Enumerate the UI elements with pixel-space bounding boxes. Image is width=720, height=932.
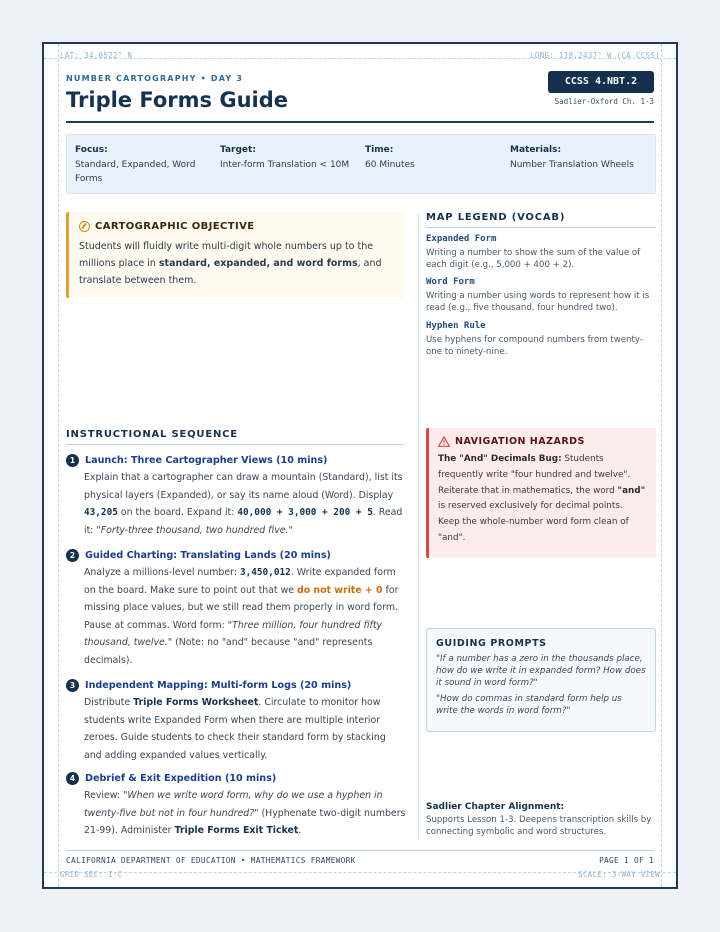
sequence-step: [66, 454, 406, 539]
step-body: [84, 564, 406, 669]
sequence-step: [66, 772, 406, 840]
prompts-heading: GUIDING PROMPTS: [436, 638, 547, 649]
footer-left: CALIFORNIA DEPARTMENT OF EDUCATION • MATHEMATICS FRAMEWORK: [66, 856, 356, 865]
step-text: (Hyphenate two-digit numbers 21-99). Administer: [84, 807, 406, 836]
step-text: for missing place values, but we still read them properly in word form. Pause at commas. Word form:: [84, 584, 399, 631]
info-value: Inter-form Translation < 10M: [220, 160, 350, 170]
step-title: Launch: Three Cartographer Views (10 mins): [85, 455, 328, 466]
hazard-heading: [438, 436, 647, 447]
page-title: Triple Forms Guide: [66, 88, 288, 112]
hazard-keyword: "and": [617, 485, 646, 496]
hazard-text-a: Students frequently write "four hundred and twelve". Reiterate that in mathematics, the word: [438, 454, 631, 496]
info-label: Target:: [220, 145, 256, 155]
info-value: Number Translation Wheels: [510, 160, 634, 170]
step-resource: Triple Forms Worksheet: [133, 697, 259, 708]
step-text: .: [298, 825, 302, 836]
prompt-item: "How do commas in standard form help us write the words in word form?": [436, 694, 622, 716]
alignment-heading: Sadlier Chapter Alignment:: [426, 802, 565, 812]
hazard-heading-text: NAVIGATION HAZARDS: [455, 436, 585, 447]
column-divider: [418, 214, 419, 839]
step-expansion: 40,000 + 3,000 + 200 + 5: [237, 507, 373, 518]
step-text: Distribute: [84, 697, 134, 708]
compass-icon: [79, 221, 90, 232]
kicker: NUMBER CARTOGRAPHY • DAY 3: [66, 74, 244, 83]
hazard-title: The "And" Decimals Bug:: [438, 454, 562, 464]
step-number: 3: [66, 679, 79, 692]
info-label: Time:: [365, 145, 394, 155]
alignment-text: Supports Lesson 1-3. Deepens transcription skills by connecting symbolic and word structures.: [426, 815, 652, 837]
grid-line: [58, 44, 59, 887]
page-number: PAGE 1 OF 1: [599, 856, 654, 865]
info-focus: [75, 143, 215, 186]
vocab-item: [426, 234, 656, 271]
title-divider: [66, 121, 654, 123]
vocab-definition: Writing a number to show the sum of the value of each digit (e.g., 5,000 + 400 + 2).: [426, 248, 641, 270]
step-warning: do not write + 0: [297, 584, 383, 596]
vocab-term: Word Form: [426, 277, 475, 287]
objective-callout: [66, 212, 404, 298]
step-resource: Triple Forms Exit Ticket: [174, 825, 299, 836]
step-number-value: 3,450,012: [239, 567, 291, 578]
step-text: (Note: no "and" because "and" represents decimals).: [84, 637, 373, 666]
sequence-step: [66, 679, 406, 764]
objective-heading: [79, 221, 394, 232]
grid-section: GRID SEC: I-C: [60, 870, 123, 879]
footer-divider: [66, 850, 654, 851]
vocab-term: Expanded Form: [426, 234, 497, 244]
step-heading: [66, 772, 406, 785]
hazard-text-b: is reserved exclusively for decimal points. Keep the whole-number word form clean of "and".: [438, 501, 629, 543]
step-text: . Read it:: [84, 507, 403, 536]
scale-label: SCALE: 3-WAY VIEW: [578, 870, 660, 879]
step-text: on the board. Expand it:: [117, 507, 238, 518]
step-number: 2: [66, 549, 79, 562]
chapter-alignment: [426, 802, 658, 838]
info-time: [365, 143, 505, 172]
vocab-definition: Use hyphens for compound numbers from twenty-one to ninety-nine.: [426, 335, 643, 357]
vocab-item: [426, 277, 656, 314]
objective-heading-text: CARTOGRAPHIC OBJECTIVE: [95, 221, 255, 232]
sequence-step: [66, 549, 406, 669]
source-label: Sadlier-Oxford Ch. 1-3: [554, 97, 654, 106]
step-quote: "When we write word form, why do we use a hyphen in twenty-five but not in four hundred?": [84, 790, 383, 819]
prompt-item: "If a number has a zero in the thousands place, how do we write it in expanded form? How does it sound in word form?": [436, 654, 646, 688]
lat-coordinate: LAT: 34.0522° N: [60, 51, 133, 60]
long-coordinate: LONG: 118.2437° W (CA CCSS): [529, 51, 660, 60]
lesson-info-box: [66, 134, 656, 194]
step-text: Analyze a millions-level number:: [84, 567, 240, 578]
step-text: . Write expanded form on the board. Make sure to point out that we: [84, 567, 396, 596]
lesson-sheet: [42, 42, 678, 889]
objective-text: [79, 238, 394, 289]
objective-text-bold: standard, expanded, and word forms: [158, 258, 358, 269]
info-target: [220, 143, 360, 172]
step-text: Review:: [84, 790, 124, 801]
info-value: Standard, Expanded, Word Forms: [75, 160, 196, 184]
standard-badge: CCSS 4.NBT.2: [548, 71, 654, 93]
step-body: [84, 694, 406, 764]
step-number: 4: [66, 772, 79, 785]
step-number-value: 43,205: [84, 507, 118, 518]
vocab-item: [426, 321, 656, 358]
vocab-term: Hyphen Rule: [426, 321, 486, 331]
step-quote: "Forty-three thousand, two hundred five.": [96, 524, 293, 536]
step-text: . Circulate to monitor how students write Expanded Form when there are multiple interior zeroes. Guide students to check their standard form by stacking and adding expanded values vertically.: [84, 697, 386, 761]
step-body: [84, 787, 406, 840]
vocab-definition: Writing a number using words to represent how it is read (e.g., five thousand, four hundred two).: [426, 291, 650, 313]
step-text: Explain that a cartographer can draw a mountain (Standard), list its physical layers (Expanded), or say its name aloud (Word). Display: [84, 472, 403, 501]
legend-heading: MAP LEGEND (VOCAB): [426, 212, 656, 228]
objective-text-b: , and translate between them.: [79, 258, 382, 286]
info-label: Materials:: [510, 145, 562, 155]
step-heading: [66, 679, 406, 692]
step-heading: [66, 454, 406, 467]
step-title: Independent Mapping: Multi-form Logs (20 mins): [85, 680, 352, 691]
step-quote: "Three million, four hundred fifty thousand, twelve.": [84, 619, 383, 648]
info-label: Focus:: [75, 145, 108, 155]
info-materials: [510, 143, 650, 172]
grid-line: [661, 44, 662, 887]
hazard-callout: [426, 428, 656, 558]
step-title: Guided Charting: Translating Lands (20 mins): [85, 550, 331, 561]
step-heading: [66, 549, 406, 562]
objective-text-a: Students will fluidly write multi-digit whole numbers up to the millions place in: [79, 241, 374, 269]
warning-icon: [438, 436, 450, 447]
info-value: 60 Minutes: [365, 160, 415, 170]
hazard-text: [438, 452, 647, 547]
step-title: Debrief & Exit Expedition (10 mins): [85, 773, 277, 784]
step-body: [84, 469, 406, 539]
sequence-heading: INSTRUCTIONAL SEQUENCE: [66, 429, 404, 445]
step-number: 1: [66, 454, 79, 467]
guiding-prompts-box: [426, 628, 656, 732]
